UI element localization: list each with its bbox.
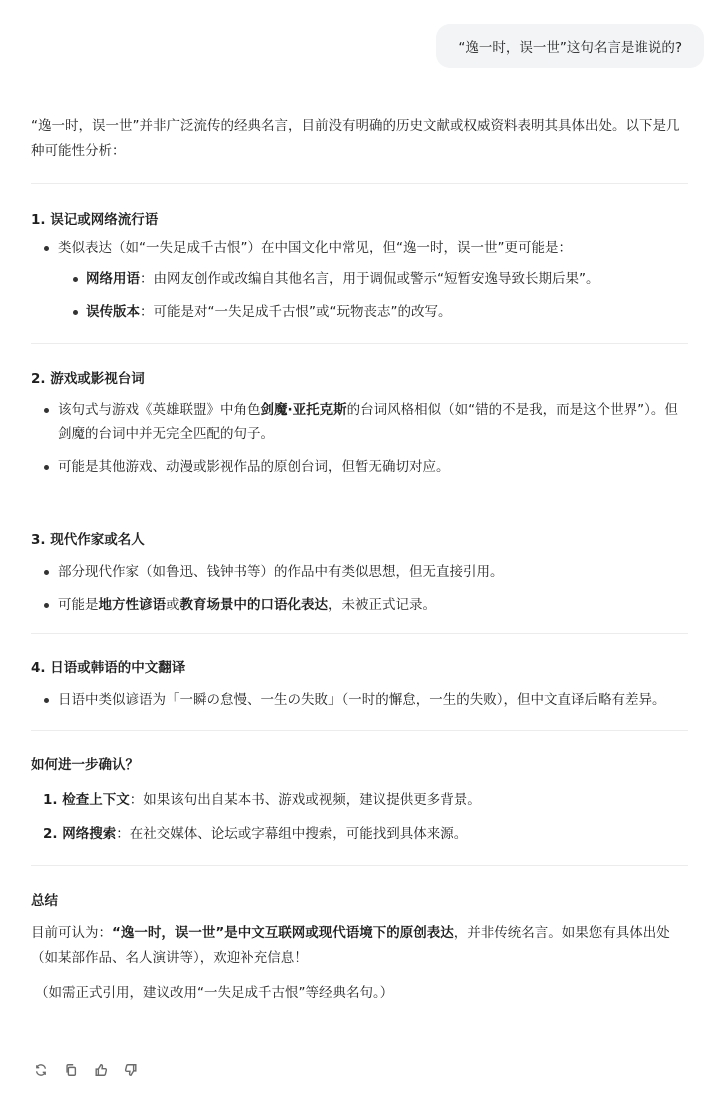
list-item-text: 类似表达（如“一失足成千古恨”）在中国文化中常见，但“逸一时，误一世”更可能是： bbox=[58, 240, 572, 256]
summary-note: （如需正式引用，建议改用“一失足成千古恨”等经典名句。） bbox=[35, 985, 394, 1001]
summary-bold: “逸一时，误一世”是中文互联网或现代语境下的原创表达 bbox=[112, 925, 454, 941]
list-item bbox=[58, 300, 688, 324]
list-item bbox=[31, 788, 688, 812]
list-item-text: 部分现代作家（如鲁迅、钱钟书等）的作品中有类似思想，但无直接引用。 bbox=[58, 564, 504, 580]
section-1-list bbox=[31, 236, 688, 324]
list-item-text: ，未被正式记录。 bbox=[328, 597, 436, 613]
sub-list bbox=[58, 267, 688, 324]
term-bold: 教育场景中的口语化表达 bbox=[179, 597, 328, 613]
thumbs-up-icon[interactable] bbox=[93, 1062, 109, 1078]
user-message-text: “逸一时，误一世”这句名言是谁说的? bbox=[458, 40, 682, 56]
list-item-text: 的台词风格相似（如“错的不是我，而是这个世界”）。但剑魔的台词中并无完全匹配的句子。 bbox=[58, 402, 678, 442]
refresh-icon[interactable] bbox=[33, 1062, 49, 1078]
term-text: ：可能是对“一失足成千古恨”或“玩物丧志”的改写。 bbox=[140, 304, 452, 320]
list-item bbox=[31, 593, 688, 617]
thumbs-down-icon[interactable] bbox=[123, 1062, 139, 1078]
term-bold: 误传版本 bbox=[86, 304, 140, 320]
assistant-response bbox=[31, 114, 688, 1005]
term-bold: 地方性谚语 bbox=[98, 597, 166, 613]
step-text: ：如果该句出自某本书、游戏或视频，建议提供更多背景。 bbox=[129, 792, 481, 808]
list-item-text: 或 bbox=[166, 597, 180, 613]
section-title-1: 1. 误记或网络流行语 bbox=[31, 212, 159, 228]
term-text: ：由网友创作或改编自其他名言，用于调侃或警示“短暂安逸导致长期后果”。 bbox=[140, 271, 600, 287]
list-item-text: 该句式与游戏《英雄联盟》中角色 bbox=[58, 402, 261, 418]
intro-paragraph: “逸一时，误一世”并非广泛流传的经典名言，目前没有明确的历史文献或权威资料表明其具体出处。以下是几种可能性分析： bbox=[31, 118, 680, 159]
list-item-text: 可能是 bbox=[58, 597, 99, 613]
section-4-list bbox=[31, 688, 688, 712]
section-2-list bbox=[31, 398, 688, 479]
step-bold: 2. 网络搜索 bbox=[43, 826, 117, 842]
confirm-title: 如何进一步确认？ bbox=[31, 757, 139, 773]
message-actions bbox=[33, 1062, 139, 1078]
list-item bbox=[31, 560, 688, 584]
section-3-list bbox=[31, 560, 688, 617]
summary-paragraph bbox=[31, 921, 688, 971]
section-title-2: 2. 游戏或影视台词 bbox=[31, 371, 145, 387]
list-item-text: 可能是其他游戏、动漫或影视作品的原创台词，但暂无确切对应。 bbox=[58, 459, 450, 475]
confirm-steps bbox=[31, 788, 688, 846]
summary-text: ，并非传统名言。如果您有具体出处（如某部作品、名人演讲等），欢迎补充信息！ bbox=[31, 925, 670, 966]
summary-title: 总结 bbox=[31, 893, 58, 909]
list-item bbox=[31, 236, 688, 324]
section-title-4: 4. 日语或韩语的中文翻译 bbox=[31, 660, 186, 676]
copy-icon[interactable] bbox=[63, 1062, 79, 1078]
list-item bbox=[31, 822, 688, 846]
list-item-text: 日语中类似谚语为「一瞬の怠慢、一生の失敗」（一时的懈怠，一生的失败），但中文直译后略有差异。 bbox=[58, 692, 666, 708]
summary-text: 目前可认为： bbox=[31, 925, 112, 941]
user-message-bubble bbox=[436, 24, 704, 68]
list-item bbox=[58, 267, 688, 291]
step-text: ：在社交媒体、论坛或字幕组中搜索，可能找到具体来源。 bbox=[116, 826, 468, 842]
list-item bbox=[31, 455, 688, 479]
list-item bbox=[31, 688, 688, 712]
step-bold: 1. 检查上下文 bbox=[43, 792, 130, 808]
list-item bbox=[31, 398, 688, 446]
term-bold: 网络用语 bbox=[86, 271, 140, 287]
character-name: 剑魔·亚托克斯 bbox=[260, 402, 347, 418]
section-title-3: 3. 现代作家或名人 bbox=[31, 532, 145, 548]
